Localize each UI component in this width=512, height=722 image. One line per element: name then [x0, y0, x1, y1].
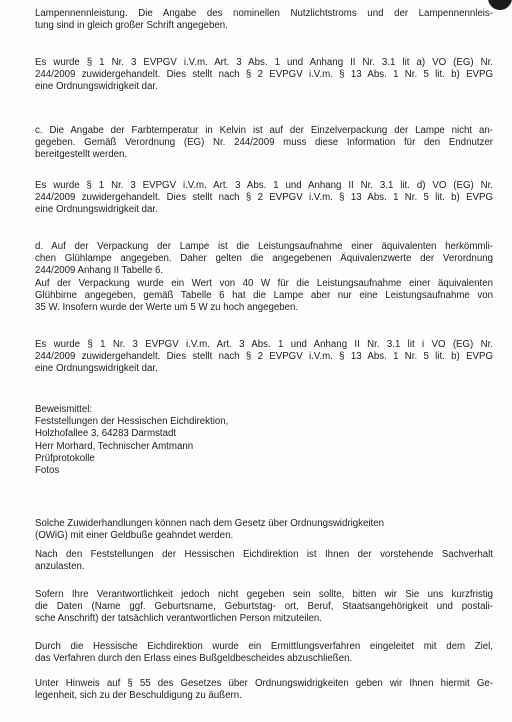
text-line: gegeben. Gemäß Verordnung (EG) Nr. 244/2009 muss diese Information für den Endnutzer [35, 137, 493, 149]
paragraph-findings [35, 549, 493, 573]
text-line: Solche Zuwiderhandlungen können nach dem Gesetz über Ordnungswidrigkeiten [35, 518, 384, 529]
evidence-item: Fotos [35, 465, 60, 477]
text-line: bereitgestellt werden. [35, 149, 128, 161]
paragraph-investigation [35, 641, 493, 665]
paragraph-violation-a [35, 57, 493, 94]
text-line: 244/2009 zuwidergehandelt. Dies stellt nach § 2 EVPGV i.V.m. § 13 Abs. 1 Nr. 5 lit. b) EVPG [35, 351, 493, 363]
text-line: Es wurde § 1 Nr. 3 EVPGV i.V.m. Art. 3 Abs. 1 und Anhang II Nr. 3.1 lit. d) VO (EG) Nr. [35, 180, 493, 191]
paragraph-violation-i [35, 339, 493, 376]
text-line: tung sind in gleich großer Schrift angegeben. [35, 20, 228, 32]
text-line: Es wurde § 1 Nr. 3 EVPGV i.V.m. Art. 3 Abs. 1 und Anhang II Nr. 3.1 lit i VO (EG) Nr. [35, 339, 493, 350]
text-line: 35 W. Insofern wurde der Werte um 5 W zu hoch angegeben. [35, 302, 299, 314]
paragraph-lamp-rating [35, 8, 493, 32]
text-line: d. Auf der Verpackung der Lampe ist die Leistungsaufnahme einer äquivalenten herkömmli- [35, 241, 493, 252]
evidence-item: Holzhofallee 3, 64283 Darmstadt [35, 428, 177, 440]
paragraph-hearing-notice [35, 678, 493, 702]
text-line: Nach den Feststellungen der Hessischen Eichdirektion ist Ihnen der vorstehende Sachverhalt [35, 549, 493, 560]
text-line: Glühbirne angegeben, gemäß Tabelle 6 hat die Lampe aber nur eine Leistungsaufnahme von [35, 289, 493, 301]
text-line: Sofern Ihre Verantwortlichkeit jedoch nicht gegeben sein sollte, bitten wir Sie uns kurzfristig [35, 589, 493, 600]
text-line: eine Ordnungswidrigkeit dar. [35, 204, 158, 216]
text-line: legenheit, sich zu der Beschuldigung zu äußern. [35, 690, 242, 702]
evidence-heading: Beweismittel: [35, 404, 93, 415]
text-line: chen Glühlampe angegeben. Daher gelten die angegebenen Äquivalenzwerte der Verordnung [35, 253, 493, 265]
text-line: Es wurde § 1 Nr. 3 EVPGV i.V.m. Art. 3 Abs. 1 und Anhang II Nr. 3.1 lit a) VO (EG) Nr. [35, 57, 493, 68]
text-line: (OWiG) mit einer Geldbuße geahndet werden. [35, 530, 234, 542]
paragraph-penalty [35, 518, 493, 542]
text-line: sche Anschrift) der tatsächlich verantwortlichen Person mitzuteilen. [35, 613, 322, 625]
text-line: 244/2009 Anhang II Tabelle 6. [35, 265, 164, 277]
text-line: Unter Hinweis auf § 55 des Gesetzes über Ordnungswidrigkeiten geben wir Ihnen hiermit Ge- [35, 678, 493, 689]
evidence-list [35, 404, 493, 477]
text-line: 244/2009 zuwidergehandelt. Dies stellt nach § 2 EVPGV i.V.m. § 13 Abs. 1 Nr. 5 lit. b) EVPG [35, 192, 493, 204]
text-line: c. Die Angabe der Farbtemperatur in Kelvin ist auf der Einzelverpackung der Lampe nicht an- [35, 125, 493, 136]
evidence-item: Prüfprotokolle [35, 452, 95, 464]
text-line: eine Ordnungswidrigkeit dar. [35, 363, 158, 375]
paragraph-responsibility [35, 589, 493, 626]
text-line: Auf der Verpackung wurde ein Wert von 40 W für die Leistungsaufnahme einer äquivalenten [35, 277, 493, 289]
text-line: eine Ordnungswidrigkeit dar. [35, 81, 158, 93]
text-line: Lampennennleistung. Die Angabe des nominellen Nutzlichtstroms und der Lampennennleis- [35, 8, 493, 19]
evidence-item: Herr Morhard, Technischer Amtmann [35, 440, 194, 452]
text-line: Durch die Hessische Eichdirektion wurde ein Ermittlungsverfahren eingeleitet mit dem Ziel, [35, 641, 493, 652]
evidence-item: Feststellungen der Hessischen Eichdirektion, [35, 416, 229, 428]
paragraph-color-temperature [35, 125, 493, 162]
text-line: die Daten (Name ggf. Geburtsname, Geburtstag- ort, Beruf, Staatsangehörigkeit und postali- [35, 601, 493, 613]
text-line: anzulasten. [35, 561, 85, 573]
paragraph-power-consumption [35, 241, 493, 314]
text-line: das Verfahren durch den Erlass eines Bußgeldbescheides abzuschließen. [35, 653, 353, 665]
paragraph-violation-d [35, 180, 493, 217]
text-line: 244/2009 zuwidergehandelt. Dies stellt nach § 2 EVPGV i.V.m. § 13 Abs. 1 Nr. 5 lit. b) EVPG [35, 69, 493, 81]
